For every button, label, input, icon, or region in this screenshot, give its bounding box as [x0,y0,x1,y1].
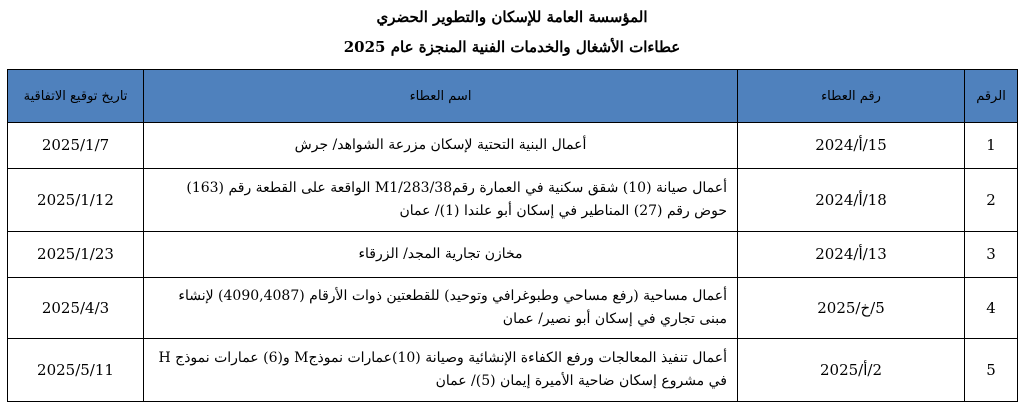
cell-tender-number: 13/أ/2024 [738,232,965,278]
table-row [8,278,1018,339]
table-row [8,232,1018,278]
header-agreement-date: تاريخ توقيع الاتفاقية [8,70,144,123]
table-row [8,123,1018,169]
cell-tender-name: أعمال صيانة (10) شقق سكنية في العمارة رقمM1/283/38 الواقعة على القطعة رقم (163) حوض رقم (27) المناطير في إسكان أبو علندا (1)/ عمان [144,169,738,232]
cell-agreement-date: 2025/4/3 [8,278,144,339]
header-tender-number: رقم العطاء [738,70,965,123]
header-tender-name: اسم العطاء [144,70,738,123]
cell-tender-name: أعمال تنفيذ المعالجات ورفع الكفاءة الإنشائية وصيانة (10)عمارات نموذجM و(6) عمارات نموذج H في مشروع إسكان ضاحية الأميرة إيمان (5)/ عمان [144,339,738,402]
cell-tender-name: أعمال مساحية (رفع مساحي وطبوغرافي وتوحيد) للقطعتين ذوات الأرقام (4090,4087) لإنشاء مبنى تجاري في إسكان أبو نصير/ عمان [144,278,738,339]
table-header-row [8,70,1018,123]
cell-number: 3 [965,232,1018,278]
table-row [8,169,1018,232]
table-row [8,339,1018,402]
cell-tender-number: 2/أ/2025 [738,339,965,402]
tenders-table [7,69,1018,402]
cell-agreement-date: 2025/1/12 [8,169,144,232]
cell-tender-name: مخازن تجارية المجد/ الزرقاء [144,232,738,278]
cell-tender-name: أعمال البنية التحتية لإسكان مزرعة الشواهد/ جرش [144,123,738,169]
cell-tender-number: 5/خ/2025 [738,278,965,339]
cell-number: 2 [965,169,1018,232]
cell-tender-number: 15/أ/2024 [738,123,965,169]
cell-agreement-date: 2025/5/11 [8,339,144,402]
document-subtitle: عطاءات الأشغال والخدمات الفنية المنجزة عام 2025 [343,38,681,56]
cell-number: 5 [965,339,1018,402]
header-number: الرقم [965,70,1018,123]
cell-agreement-date: 2025/1/23 [8,232,144,278]
cell-tender-number: 18/أ/2024 [738,169,965,232]
cell-agreement-date: 2025/1/7 [8,123,144,169]
organization-title: المؤسسة العامة للإسكان والتطوير الحضري [376,8,648,26]
cell-number: 1 [965,123,1018,169]
cell-number: 4 [965,278,1018,339]
